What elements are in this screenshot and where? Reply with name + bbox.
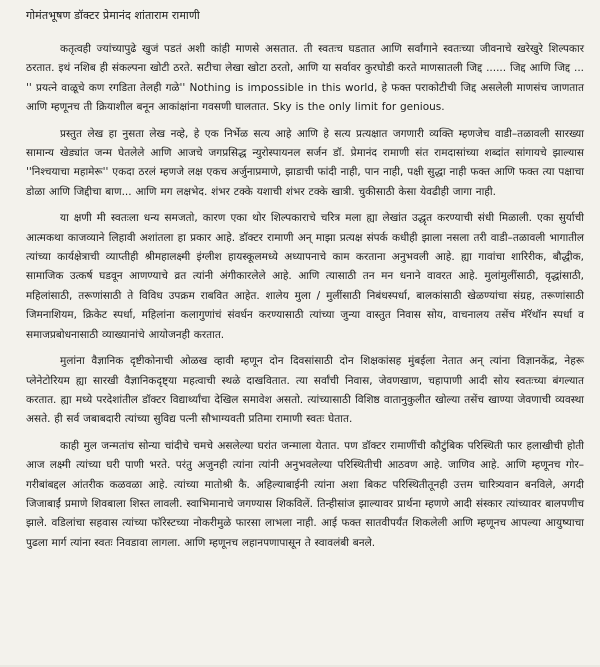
paragraph-3: या क्षणी मी स्वतःला धन्य समजतो, कारण एका थोर शिल्पकाराचे चरित्र मला ह्या लेखांत उद्धृत करण्याची संधी मिळाली. एका सुर्याची आत्मकथा काजव्याने लिहावी अशांतला हा प्रकार आहे. डॉक्टर रामाणी अन् माझा प्रत्यक्ष संपर्क कधीही झाला नसला तरी वाडी–तळावली भागातील त्यांच्या कार्यक्षेत्राची व्याप्तीही श्रीमहालक्ष्मी इंग्लीश हायस्कूलमध्ये अध्यापनाचे काम करताना अनुभवली आहे. ह्या गावांचा शारिरीक, बौद्धीक, सामाजिक उत्कर्ष घडवून आणण्याचे व्रत त्यांनी अंगीकारलेले आहे. आणि त्यासाठी तन मन धनाने वावरत आहे. मुलांमुलींसाठी, वृद्धांसाठी, महिलांसाठी, तरूणांसाठी ते विविध उपक्रम राबवित आहेत. शालेय मुला / मुलींसाठी निबंधस्पर्धा, बालकांसाठी खेळण्यांचा संग्रह, तरूणांसाठी जिमनाशियम, क्रिकेट स्पर्धा, महिलांना कलागुणांचं संवर्धन करण्यासाठी त्यांच्या जुन्या वास्तुत निवास सोय, वाचनालय तसेंच मॅरॅथॉन स्पर्धा व समाजप्रबोधनासाठी व्याख्यानांचे आयोजनही करतात.: [26, 212, 584, 341]
paragraph-5: काही मुल जन्मतांच सोन्या चांदीचे चमचे असलेल्या घरांत जन्माला येतात. पण डॉक्टर रामाणींची कौटुंबिक परिस्थिती फार हलाखीची होती आज लक्ष्मी त्यांच्या घरी पाणी भरते. परंतु अजुनही त्यांना त्यांनी अनुभवलेल्या परिस्थितीची आठवण आहे. जाणिव आहे. आणि म्हणूनच गोर–गरीबांबद्दल आंतरीक कळवळा आहे. त्यांच्या मातोश्री कै. अहिल्याबाईनी त्यांना अशा बिकट परिस्थितीतूनही उत्तम चारित्र्यवान बनविले, अगदी जिजाबाईं प्रमाणे शिवबाला शिस्त लावली. स्वाभिमानाचे जगण्यास शिकविलें. तिन्हीसांज झाल्यावर प्रार्थना म्हणणे आदी संस्कार त्यांच्यावर बालपणीच झाले. वडिलांचा सहवास त्यांच्या फॉरेस्टच्या नोकरीमुळे फारसा लाभला नाही. आई फक्त सातवीपर्यंत शिकलेली आणि म्हणूनच आपल्या आयुष्याचा पुढला मार्ग त्यांना स्वतः निवडावा लागला. आणि म्हणूनच लहानपणापासून ते स्वावलंबी बनले.: [26, 439, 584, 549]
paragraph-2: प्रस्तुत लेख हा नुसता लेख नव्हे, हे एक निर्भेळ सत्य आहे आणि हे सत्य प्रत्यक्षात जगणारी व्यक्ति म्हणजेच वाडी–तळावली सारख्या सामान्य खेड्यांत जन्म घेतलेले आणि आजचे जगप्रसिद्ध न्युरोस्पायनल सर्जन डॉ. प्रेमानंद रामाणी संत रामदासांच्या शब्दांत सांगायचे झाल्यास ''निश्चयाचा महामेरू'' एकदा ठरलं म्हणजे लक्ष एकच अर्जुनाप्रमाणे, झाडाची फांदी नाही, पान नाही, पक्षी सुद्धा नाही फक्त आणि फक्त त्या पक्षाचा डोळा आणि जिद्दीचा बाण... आणि मग लक्षभेद. शंभर टक्के यशाची शंभर टक्के खात्री. चुकीसाठी केसा येवढीही जागा नाही.: [26, 127, 584, 198]
paragraph-1: कतृत्वही ज्यांच्यापुढे खुजं पडतं अशी कांही माणसे असतात. ती स्वतःच घडतात आणि सर्वांगाने स्वतःच्या जीवनाचे खरेखुरे शिल्पकार ठरतात. इथं नशिब ही संकल्पना खोटी ठरते. सटीचा लेखा खोटा ठरतो, आणि या सर्वावर कुरघोडी करते माणसातली जिद्द ...... जिद्द आणि जिद्द ... '' प्रयत्ने वाळूचे कण रगडिता तेलही गळे'' Nothing is impossible in this world, हे फक्त पराकोटीची जिद्द असलेली माणसंच जाणतात आणि म्हणूनच ती क्रियाशील बनून आकांक्षांना गवसणी घालतात. Sky is the only limit for genious.: [26, 43, 584, 114]
paragraph-4: मुलांना वैज्ञानिक दृष्टीकोनाची ओळख व्हावी म्हणून दोन दिवसांसाठी दोन शिक्षकांसह मुंबईला नेतात अन् त्यांना विज्ञानकेंद्र, नेहरू प्लेनेटोरियम ह्या सारखी वैज्ञानिकदृष्ट्या महत्वाची स्थळे दाखवितात. त्या सर्वांची निवास, जेवणखाण, चहापाणी आदी सोय स्वतःच्या बंगल्यात करतात. ह्या मध्ये परदेशांतील डॉक्टर विद्यार्थ्यांचा देखिल समावेश असतो. त्यांच्यासाठी विशिष्ठ वातानुकुलीत खोल्या तसेंच खाण्या जेवणाची व्यवस्था असते. ही सर्व जबाबदारी त्यांच्या सुविद्य पत्नी सौभाग्यवती प्रतिमा रामाणी स्वतः घेतात.: [26, 355, 584, 426]
article-title: गोमंतभूषण डॉक्टर प्रेमानंद शांताराम रामाणी: [26, 9, 200, 22]
